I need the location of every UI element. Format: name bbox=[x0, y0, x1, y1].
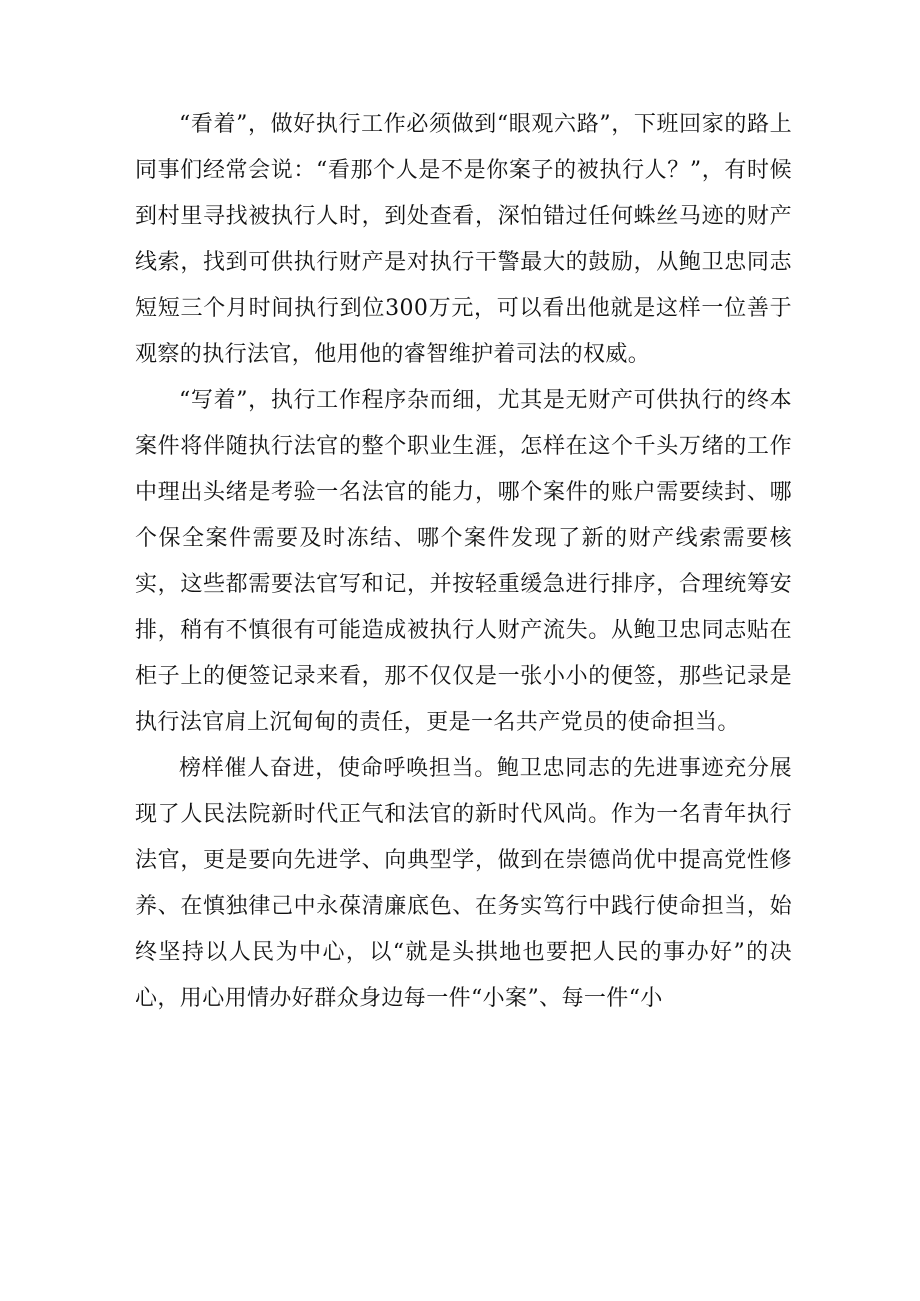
paragraph-bangyang: 榜样催人奋进，使命呼唤担当。鲍卫忠同志的先进事迹充分展现了人民法院新时代正气和法官的新时代风尚。作为一名青年执行法官，更是要向先进学、向典型学，做到在崇德尚优中提高党性修养、在慎独律己中永葆清廉底色、在务实笃行中践行使命担当，始终坚持以人民为中心，以“就是头拱地也要把人民的事办好”的决心，用心用情办好群众身边每一件“小案”、每一件“小 bbox=[135, 756, 792, 1011]
paragraph-kanzhe: “看着”，做好执行工作必须做到“眼观六路”，下班回家的路上同事们经常会说：“看那个人是不是你案子的被执行人？”，有时候到村里寻找被执行人时，到处查看，深怕错过任何蛛丝马迹的财产线索，找到可供执行财产是对执行干警最大的鼓励，从鲍卫忠同志短短三个月时间执行到位300万元，可以看出他就是这样一位善于观察的执行法官，他用他的睿智维护着司法的权威。 bbox=[135, 112, 792, 367]
document-body bbox=[135, 102, 792, 1022]
paragraph-xiezhe: “写着”，执行工作程序杂而细，尤其是无财产可供执行的终本案件将伴随执行法官的整个职业生涯，怎样在这个千头万绪的工作中理出头绪是考验一名法官的能力，哪个案件的账户需要续封、哪个保全案件需要及时冻结、哪个案件发现了新的财产线索需要核实，这些都需要法官写和记，并按轻重缓急进行排序，合理统筹安排，稍有不慎很有可能造成被执行人财产流失。从鲍卫忠同志贴在柜子上的便签记录来看，那不仅仅是一张小小的便签，那些记录是执行法官肩上沉甸甸的责任，更是一名共产党员的使命担当。 bbox=[135, 388, 792, 735]
